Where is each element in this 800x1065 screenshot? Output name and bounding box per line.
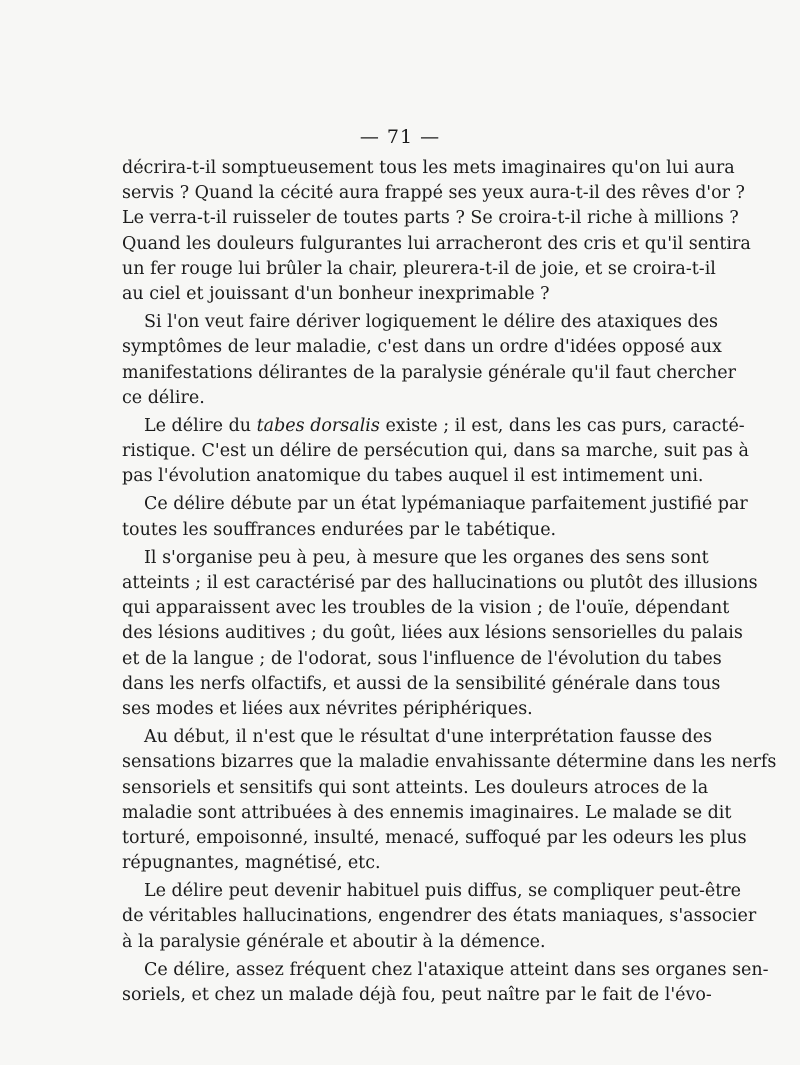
text-run: Le délire du (144, 415, 257, 436)
text-line: un fer rouge lui brûler la chair, pleurera-t-il de joie, et se croira-t-il (122, 258, 716, 279)
text-line (122, 414, 745, 439)
text-line: dans les nerfs olfactifs, et aussi de la sensibilité générale dans tous (122, 673, 721, 694)
text-line: sensations bizarres que la maladie envahissante détermine dans les nerfs (122, 752, 777, 773)
text-line: au ciel et jouissant d'un bonheur inexprimable ? (122, 283, 550, 304)
text-line: qui apparaissent avec les troubles de la vision ; de l'ouïe, dépendant (122, 598, 730, 619)
text-line: torturé, empoisonné, insulté, menacé, suffoqué par les odeurs les plus (122, 827, 747, 848)
text-line: sensoriels et sensitifs qui sont atteints. Les douleurs atroces de la (122, 777, 709, 798)
text-run: existe ; il est, dans les cas purs, caracté- (379, 415, 745, 436)
text-line: répugnantes, magnétisé, etc. (122, 853, 381, 874)
text-line: ce délire. (122, 387, 205, 408)
text-line: Quand les douleurs fulgurantes lui arracheront des cris et qu'il sentira (122, 233, 751, 254)
text-line: atteints ; il est caractérisé par des hallucinations ou plutôt des illusions (122, 573, 758, 593)
text-line: ristique. C'est un délire de persécution qui, dans sa marche, suit pas à (122, 441, 749, 462)
text-line: décrira-t-il somptueusement tous les mets imaginaires qu'on lui aura (122, 158, 735, 178)
text-line: Il s'organise peu à peu, à mesure que les organes des sens sont (144, 547, 709, 568)
text-line: Le délire peut devenir habituel puis diffus, se compliquer peut-être (144, 881, 742, 902)
body-text (122, 156, 777, 1008)
text-line: toutes les souffrances endurées par le tabétique. (122, 519, 557, 540)
text-line: Au début, il n'est que le résultat d'une interprétation fausse des (144, 727, 713, 748)
text-line: Ce délire, assez fréquent chez l'ataxique atteint dans ses organes sen- (144, 959, 769, 980)
text-line: et de la langue ; de l'odorat, sous l'influence de l'évolution du tabes (122, 648, 722, 669)
text-line: soriels, et chez un malade déjà fou, peut naître par le fait de l'évo- (122, 985, 712, 1005)
text-line: manifestations délirantes de la paralysie générale qu'il faut chercher (122, 362, 736, 383)
text-line: Le verra-t-il ruisseler de toutes parts ? Se croira-t-il riche à millions ? (122, 208, 739, 229)
text-line: servis ? Quand la cécité aura frappé ses yeux aura-t-il des rêves d'or ? (122, 183, 745, 204)
text-line: de véritables hallucinations, engendrer des états maniaques, s'associer (122, 906, 757, 927)
text-line: pas l'évolution anatomique du tabes auquel il est intimement uni. (122, 466, 704, 487)
text-line: Ce délire débute par un état lypémaniaque parfaitement justifié par (144, 494, 748, 515)
text-line: maladie sont attribuées à des ennemis imaginaires. Le malade se dit (122, 802, 732, 823)
text-line: Si l'on veut faire dériver logiquement le délire des ataxiques des (144, 312, 719, 333)
text-line: à la paralysie générale et aboutir à la démence. (122, 931, 546, 952)
text-line: ses modes et liées aux névrites périphériques. (122, 698, 533, 719)
italic-term: tabes dorsalis (256, 415, 380, 436)
page-number: — 71 — (359, 126, 441, 148)
text-line: des lésions auditives ; du goût, liées aux lésions sensorielles du palais (122, 623, 743, 644)
text-line: symptômes de leur maladie, c'est dans un ordre d'idées opposé aux (122, 337, 722, 358)
